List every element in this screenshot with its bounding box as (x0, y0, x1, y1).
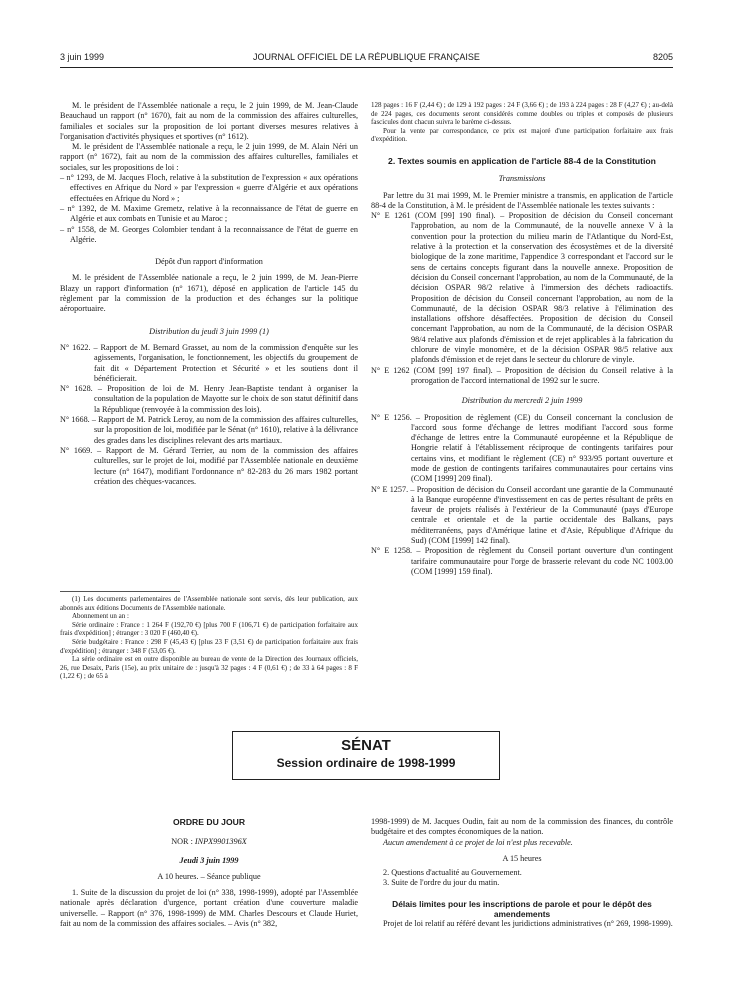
right-paragraph-3: Par lettre du 31 mai 1999, M. le Premier ministre a transmis, en application de l'article 88-4 de la Constitution, à M. le président de l'Assemblée nationale les textes suivants : (371, 190, 673, 210)
distribution-item: N° E 1257. – Proposition de décision du Conseil accordant une garantie de la Communauté à la Banque européenne d'investissement en cas de pertes résultant de prêts en faveur de projets réalisés à l'extérieur de la Communauté (pays d'Europe centrale et orientale et de la partie occidentale des Balkans, pays méditerranéens, pays d'Amérique latine et d'Asie, République d'Afrique du Sud) (COM [1999] 142 final). (371, 484, 673, 546)
afternoon-time: A 15 heures (502, 853, 542, 863)
left-paragraph-3: M. le président de l'Assemblée nationale a reçu, le 2 juin 1999, de M. Jean-Pierre Blazy un rapport d'information (n° 1671), déposé en application de l'article 145 du règlement par la commission de la production et des échanges sur la politique aéroportuaire. (60, 273, 358, 314)
amendment-note: Aucun amendement à ce projet de loi n'est plus recevable. (383, 837, 573, 847)
section-heading-transmissions: Transmissions (498, 174, 546, 184)
header-page-number: 8205 (652, 52, 673, 62)
footnote (60, 595, 358, 681)
transmission-item: N° E 1261 (COM [99] 190 final). – Proposition de décision du Conseil concernant l'approbation, au nom de la Communauté, de la nouvelle annexe V à la convention pour la protection du milieu marin de l'Atlantique du Nord-Est, relative à la protection et la conservation des écosystèmes et de la diversité biologique de la zone maritime, l'appendice 3 correspondant et l'accord sur le sens de certains concepts figurant dans la nouvelle annexe. Proposition de décision du Conseil concernant l'approbation, au nom de la Communauté, de la décision OSPAR 98/2 relative à l'immersion des déchets radioactifs. Proposition de décision du Conseil concernant l'approbation, au nom de la Communauté, de la décision OSPAR 98/3 relative à l'élimination des installations offshore désaffectées. Proposition de décision du Conseil concernant l'approbation, au nom de la Communauté, de la décision OSPAR 98/4 relative aux plafonds d'émission et de rejet applicables à la fabrication du chlorure de vinyle monomère, et de la décision OSPAR 98/5 relative aux plafonds d'émission et de rejet dans le secteur du chlorure de vinyle. (371, 211, 673, 365)
header-rule (60, 67, 673, 68)
footnote-line: Série budgétaire : France : 298 F (45,43 €) [plus 23 F (3,51 €) de participation forfaitaire aux frais d'expédition] ; étranger : 348 F (53,05 €). (60, 637, 358, 655)
transmission-item: N° E 1262 (COM [99] 197 final). – Proposition de décision du Conseil relative à la prorogation de l'accord international de 1992 sur le sucre. (371, 365, 673, 385)
distribution-item: N° 1628. – Proposition de loi de M. Henry Jean-Baptiste tendant à organiser la consultation de la population de Mayotte sur le choix de son statut définitif dans la République (renvoyée à la commission des lois). (60, 384, 358, 414)
session-time: A 10 heures. – Séance publique (157, 871, 261, 881)
agenda-item-3: 3. Suite de l'ordre du jour du matin. (383, 878, 500, 888)
senat-subtitle: Session ordinaire de 1998-1999 (276, 756, 456, 770)
footnote-rule (60, 591, 180, 592)
section-heading-textes: 2. Textes soumis en application de l'article 88-4 de la Constitution (388, 155, 656, 166)
agenda-item-1: 1. Suite de la discussion du projet de loi (n° 338, 1998-1999), adopté par l'Assemblée nationale après déclaration d'urgence, portant création d'une couverture maladie universelle. – Rapport (n° 376, 1998-1999) de MM. Charles Descours et Claude Huriet, fait au nom de la commission des affaires sociales. – Avis (n° 382, (60, 888, 358, 929)
distribution-item: N° 1669. – Rapport de M. Gérard Terrier, au nom de la commission des affaires culturelles, sur le projet de loi, modifié par l'Assemblée nationale en deuxième lecture (n° 1647), modifiant l'ordonnance n° 82-283 du 26 mars 1982 portant création des chèques-vacances. (60, 445, 358, 486)
list-item: – n° 1558, de M. Georges Colombier tendant à la reconnaissance de l'état de guerre en Algérie. (60, 224, 358, 244)
senat-title-box (232, 731, 500, 780)
ordre-du-jour-heading: ORDRE DU JOUR (172, 817, 246, 827)
agenda-item-1-continued: 1998-1999) de M. Jacques Oudin, fait au nom de la commission des finances, du contrôle budgétaire et des comptes économiques de la nation. (371, 817, 673, 837)
section-heading-distribution-mercredi: Distribution du mercredi 2 juin 1999 (461, 396, 583, 406)
session-date: Jeudi 3 juin 1999 (179, 855, 239, 865)
delais-heading: Délais limites pour les inscriptions de parole et pour le dépôt des amendements (392, 898, 652, 920)
nor-line: NOR : INPX9901396X (171, 837, 247, 847)
agenda-item-2: 2. Questions d'actualité au Gouvernement. (383, 868, 522, 878)
section-heading-depot: Dépôt d'un rapport d'information (155, 257, 263, 267)
senat-title: SÉNAT (341, 737, 391, 754)
section-heading-distribution: Distribution du jeudi 3 juin 1999 (1) (149, 326, 269, 336)
right-paragraph-1: 128 pages : 16 F (2,44 €) ; de 129 à 192 pages : 24 F (3,66 €) ; de 193 à 224 pages : 28 F (4,27 €) ; au-delà de 224 pages, ces documents seront considérés comme doubles ou triples et composés de plusieurs fascicules dont chacun suivra le barème ci-dessus. (371, 101, 673, 127)
footnote-line: La série ordinaire est en outre disponible au bureau de vente de la Direction des Journaux officiels, 26, rue Desaix, Paris (15e), au prix unitaire de : jusqu'à 32 pages : 4 F (0,61 €) ; de 33 à 64 pages : 8 F (1,22 €) ; de 65 à (60, 655, 358, 681)
distribution-item: N° E 1256. – Proposition de règlement (CE) du Conseil concernant la conclusion de l'accord sous forme d'échange de lettres modifiant l'accord sous forme d'échange de lettres entre la Communauté européenne et la République de Hongrie relatif à l'établissement réciproque de contingents tarifaires pour certains vins, et modifiant le règlement (CE) n° 933/95 portant ouverture et mode de gestion de contingents tarifaires communautaires pour certains vins (COM [1999] 209 final). (371, 412, 673, 484)
right-paragraph-2: Pour la vente par correspondance, ce prix est majoré d'une participation forfaitaire aux frais d'expédition. (371, 126, 673, 144)
distribution-item: N° 1622. – Rapport de M. Bernard Grasset, au nom de la commission d'enquête sur les agissements, l'organisation, le fonctionnement, les objectifs du groupement de fait dit « Département Protection et Sécurité » et les soutiens dont il bénéficierait. (60, 342, 358, 383)
list-item: – n° 1392, de M. Maxime Gremetz, relative à la reconnaissance de l'état de guerre en Algérie et aux combats en Tunisie et au Maroc ; (60, 203, 358, 224)
footnote-line: (1) Les documents parlementaires de l'Assemblée nationale sont servis, dès leur publication, aux abonnés aux éditions Documents de l'Assemblée nationale. (60, 595, 358, 612)
header-journal: JOURNAL OFFICIEL DE LA RÉPUBLIQUE FRANÇAISE (253, 52, 480, 62)
footnote-line: Abonnement un an : (72, 612, 129, 621)
footnote-line: Série ordinaire : France : 1 264 F (192,70 €) [plus 700 F (106,71 €) de participation forfaitaire aux frais d'expédition] ; étranger : 3 020 F (460,40 €). (60, 620, 358, 638)
list-item: – n° 1293, de M. Jacques Floch, relative à la substitution de l'expression « aux opérations effectives en Afrique du Nord » par l'expression « guerre d'Algérie et aux opérations effectuées en Afrique du Nord » ; (60, 173, 358, 203)
left-column (60, 101, 358, 487)
left-paragraph-2: M. le président de l'Assemblée nationale a reçu, le 2 juin 1999, de M. Alain Néri un rapport (n° 1672), fait au nom de la commission des affaires culturelles, familiales et sociales, sur les propositions de loi : (60, 142, 358, 172)
delais-paragraph: Projet de loi relatif au référé devant les juridictions administratives (n° 269, 1998-1999). (383, 919, 673, 929)
distribution-item: N° E 1258. – Proposition de règlement du Conseil portant ouverture d'un contingent tarifaire communautaire pour l'orge de brasserie relevant du code NC 1003.00 (COM [1999] 159 final). (371, 546, 673, 576)
bottom-left-column (60, 817, 358, 929)
left-paragraph-1: M. le président de l'Assemblée nationale a reçu, le 2 juin 1999, de M. Jean-Claude Beauchaud un rapport (n° 1670), fait au nom de la commission des affaires culturelles, familiales et sociales sur la proposition de loi portant diverses mesures relatives à l'organisation d'activités physiques et sportives (n° 1612). (60, 101, 358, 141)
distribution-item: N° 1668. – Rapport de M. Patrick Leroy, au nom de la commission des affaires culturelles, sur la proposition de loi, modifiée par le Sénat (n° 1610), relative à la délivrance des grades dans les disciplines relevant des arts martiaux. (60, 415, 359, 445)
bottom-right-column (371, 817, 673, 930)
header-date: 3 juin 1999 (60, 52, 105, 62)
right-column (371, 101, 673, 577)
page-header (60, 52, 673, 66)
